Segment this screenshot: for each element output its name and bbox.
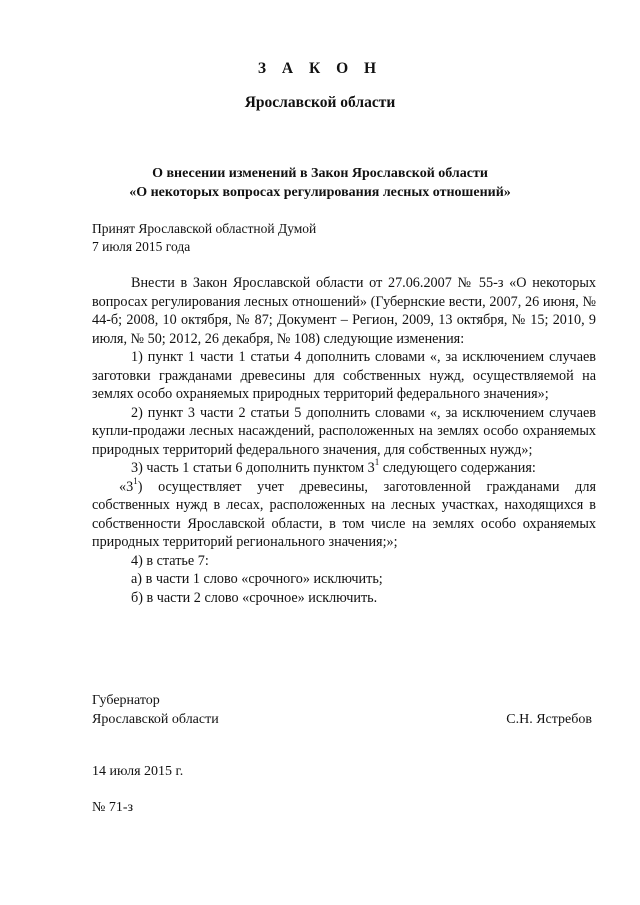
quote-open: «3 [119,478,134,495]
signatory-region: Ярославской области [92,712,219,727]
law-body [92,274,596,607]
signatory-position [92,691,219,729]
amendment-item-2: 2) пункт 3 части 2 статьи 5 дополнить словами «, за исключением случаев купли-продажи лесных насаждений, расположенных на землях особо охраняемых природных территорий федерального значения, для собственных нужд»; [92,404,596,458]
law-title-line-1: О внесении изменений в Закон Ярославской области [152,166,488,181]
quote-superscript: 1 [133,475,138,486]
signatory-title: Губернатор [92,693,160,708]
amendment-item-4b: б) в части 2 слово «срочное» исключить. [131,589,378,606]
amendment-item-1: 1) пункт 1 части 1 статьи 4 дополнить словами «, за исключением случаев заготовки гражданами древесины для собственных нужд, осуществляемой на землях особо охраняемых природных территорий федерального значения»; [92,349,596,402]
intro-paragraph: Внести в Закон Ярославской области от 27.06.2007 № 55-з «О некоторых вопросах регулирования лесных отношений» (Губернские вести, 2007, 26 июня, № 44-б; 2008, 10 октября, № 87; Документ – Регион, 2009, 13 октября, № 15; 2010, 9 июля, № 50; 2012, 26 декабря, № 108) следующие изменения: [92,275,596,347]
adoption-note [92,220,316,256]
amendment-item-3 [92,459,596,478]
quote-text: ) осуществляет учет древесины, заготовленной гражданами для собственных нужд в лесах, расположенных на лесных участках, находящихся в собственности Ярославской области, в том числе на землях особо охраняемых природных территорий регионального значения;»; [92,478,596,550]
amendment-item-4a: а) в части 1 слово «срочного» исключить; [131,571,383,587]
signing-date: 14 июля 2015 г. [92,764,184,779]
item-3-superscript: 1 [374,457,380,468]
new-point-quote [92,475,596,552]
item-3-text: 3) часть 1 статьи 6 дополнить пунктом 3 [131,460,375,476]
amendment-item-4: 4) в статье 7: [131,552,209,569]
signatory-name: С.Н. Ястребов [506,712,592,727]
law-title [0,164,640,202]
region-heading: Ярославской области [244,94,396,111]
adoption-body: Принят Ярославской областной Думой [92,221,317,236]
document-type-heading: З А К О Н [257,60,383,77]
law-number: № 71-з [92,800,134,815]
law-title-line-2: «О некоторых вопросах регулирования лесных отношений» [129,185,511,200]
item-3-text-end: следующего содержания: [379,460,536,476]
adoption-date: 7 июля 2015 года [92,239,191,254]
